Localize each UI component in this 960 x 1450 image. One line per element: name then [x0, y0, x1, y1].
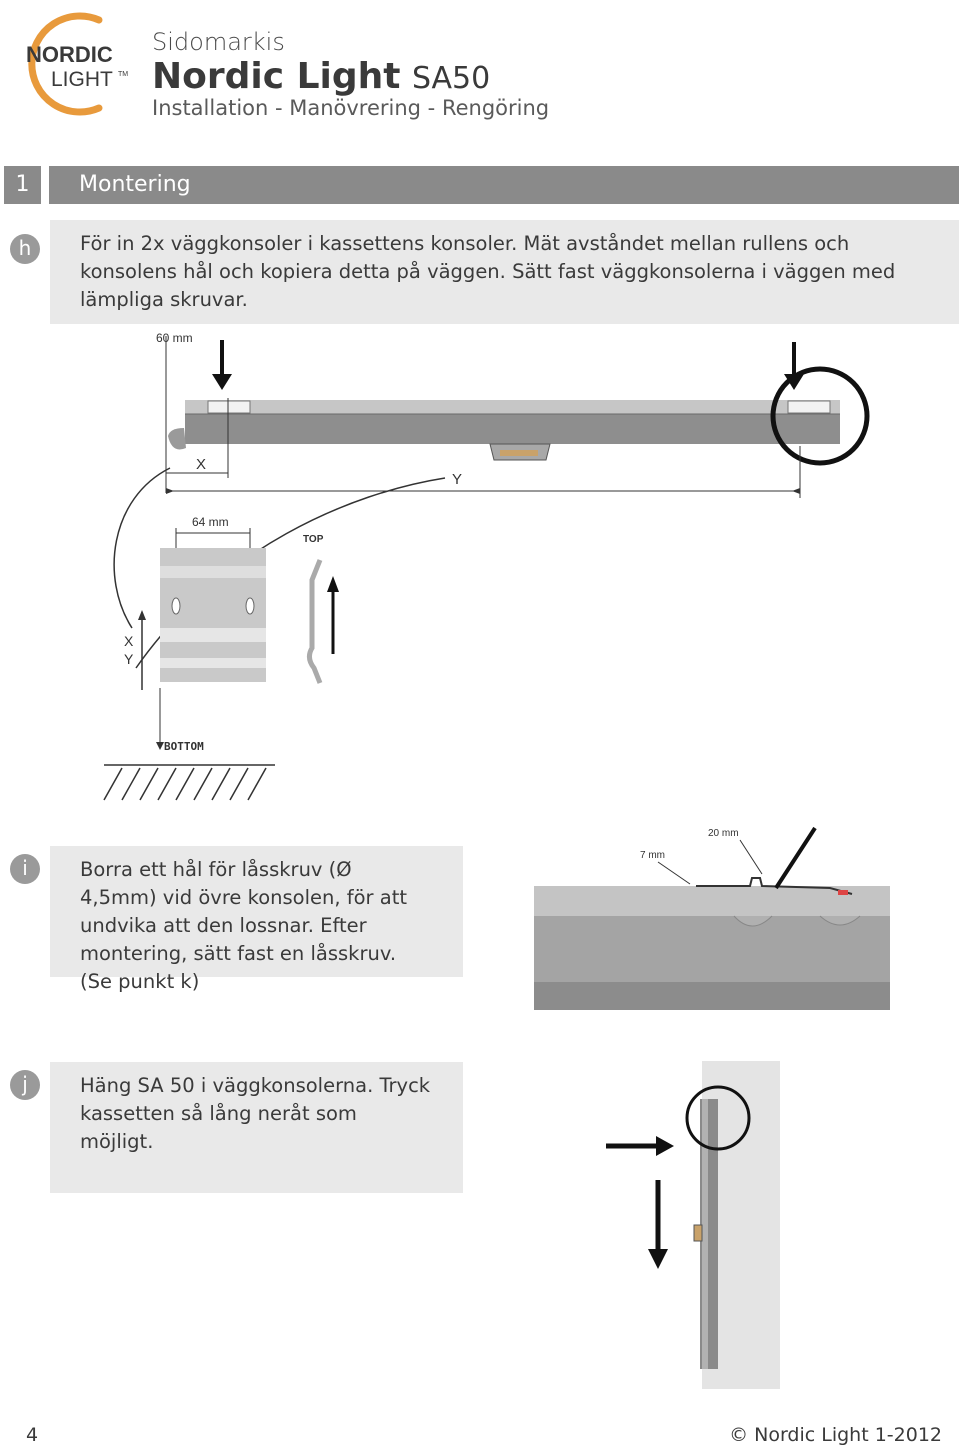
step-j-text: Häng SA 50 i väggkonsolerna. Tryck kassetten så lång neråt som möjligt. — [50, 1062, 463, 1193]
logo-text-light: LIGHT — [51, 68, 113, 91]
step-i-text: Borra ett hål för låsskruv (Ø 4,5mm) vid övre konsolen, för att undvika att den lossnar. Efter montering, sätt fast en låsskruv. (Se punkt k) — [50, 846, 463, 977]
dim-7mm-label: 7 mm — [640, 850, 665, 861]
figure-lock-screw-drilling — [490, 822, 945, 1017]
logo-text-nordic: NORDIC — [26, 42, 113, 67]
marker-x-label: X — [124, 633, 134, 649]
section-title: Montering — [49, 166, 959, 204]
step-badge-h: h — [10, 234, 40, 264]
dim-20mm-label: 20 mm — [708, 828, 739, 839]
title-model: SA50 — [411, 61, 491, 96]
section-number: 1 — [4, 166, 41, 204]
step-h-text: För in 2x väggkonsoler i kassettens konsoler. Mät avståndet mellan rullens och konsolens hål och kopiera detta på väggen. Sätt fast väggkonsolerna i väggen med lämpliga skruvar. — [50, 220, 959, 324]
nordic-light-logo — [4, 8, 144, 118]
step-badge-j: j — [10, 1070, 40, 1100]
dim-y-label: Y — [452, 471, 463, 488]
title-brand: Nordic Light — [152, 56, 401, 97]
figure-hanging-cassette — [590, 1055, 790, 1395]
label-bottom: BOTTOM — [164, 740, 204, 753]
logo-trademark: TM — [118, 71, 129, 78]
step-badge-i: i — [10, 854, 40, 884]
document-description: Installation - Manövrering - Rengöring — [152, 96, 550, 120]
document-title — [152, 56, 490, 97]
document-subtitle: Sidomarkis — [152, 28, 285, 56]
marker-y-label: Y — [124, 651, 134, 667]
dim-64mm-label: 64 mm — [192, 515, 229, 529]
dim-60mm-label: 60 mm — [156, 331, 193, 345]
label-top: TOP — [303, 534, 324, 545]
copyright-notice: © Nordic Light 1-2012 — [729, 1424, 942, 1446]
figure-bracket-mounting — [100, 328, 880, 808]
page-number: 4 — [26, 1424, 39, 1446]
dim-x-label: X — [196, 456, 207, 473]
